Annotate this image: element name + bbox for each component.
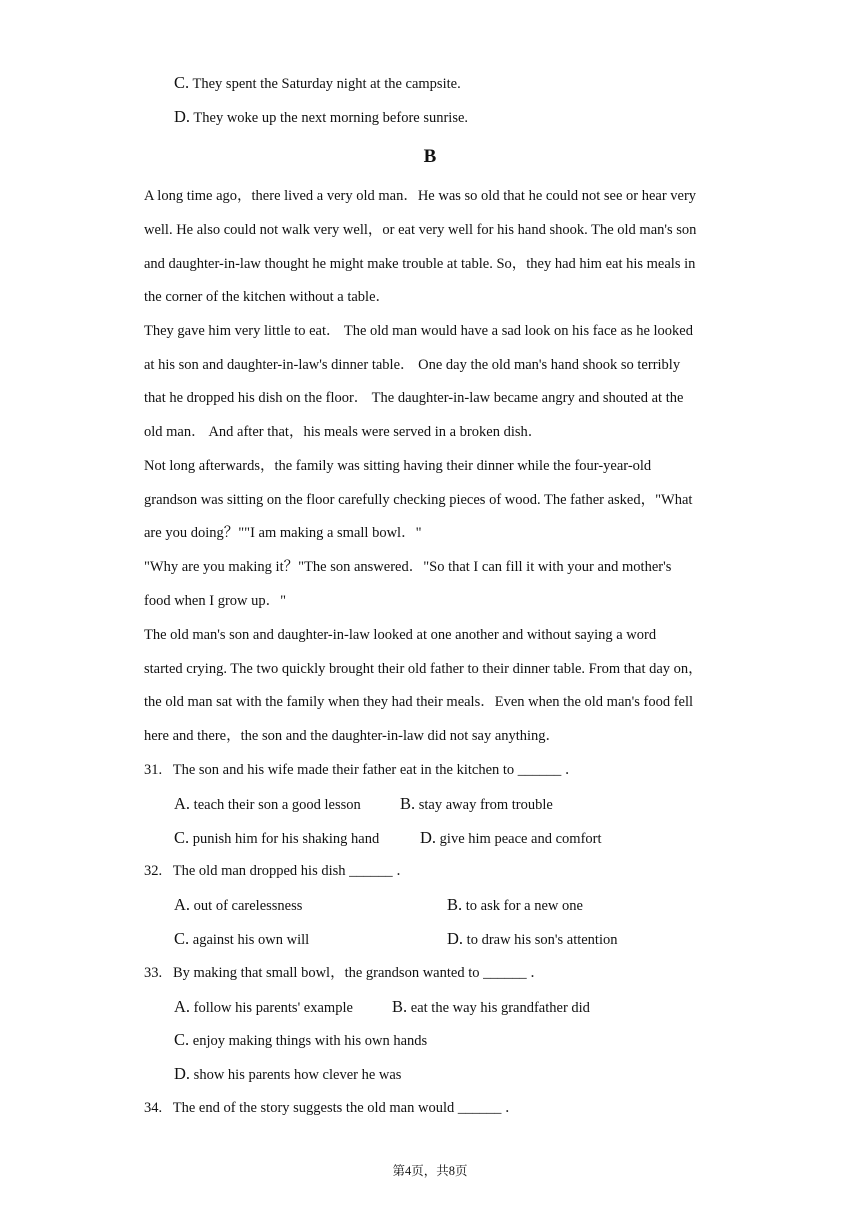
passage-line: are you doing？""I am making a small bowl．" <box>144 525 422 541</box>
option-text: punish him for his shaking hand <box>192 831 380 847</box>
question-number: 34. <box>144 1100 163 1116</box>
q33-option-a <box>174 998 353 1017</box>
option-label: A. <box>174 895 191 914</box>
question-text: By making that small bowl，the grandson wanted to ______ ． <box>173 965 545 981</box>
passage-line: and daughter-in-law thought he might make trouble at table. So，they had him eat his meals in <box>144 256 696 272</box>
passage-line: Not long afterwards，the family was sitting having their dinner while the four-year-old <box>144 458 652 474</box>
option-text: follow his parents' example <box>193 1000 353 1016</box>
section-title: B <box>423 146 437 167</box>
passage-line: here and there，the son and the daughter-in-law did not say anything． <box>144 728 561 744</box>
option-text: enjoy making things with his own hands <box>192 1033 428 1049</box>
q31-option-d <box>420 829 602 848</box>
passage-line: that he dropped his dish on the floor． The daughter-in-law became angry and shouted at the <box>144 390 684 406</box>
passage-line: the old man sat with the family when they had their meals．Even when the old man's food fell <box>144 694 694 710</box>
option-text: show his parents how clever he was <box>193 1067 402 1083</box>
option-label: D. <box>174 1064 191 1083</box>
option-label: A. <box>174 997 191 1016</box>
option-text: out of carelessness <box>193 898 303 914</box>
option-label: B. <box>447 895 463 914</box>
option-text: teach their son a good lesson <box>193 797 361 813</box>
option-text: to draw his son's attention <box>466 932 618 948</box>
question-text: The end of the story suggests the old man would ______ ． <box>172 1100 520 1116</box>
option-label: B. <box>392 997 408 1016</box>
option-label: A. <box>174 794 191 813</box>
option-label: C. <box>174 1030 190 1049</box>
option-label: D. <box>420 828 437 847</box>
q33-option-d <box>174 1065 401 1084</box>
option-label: C. <box>174 73 190 92</box>
q33-option-c <box>174 1031 427 1050</box>
passage-line: well. He also could not walk very well，or eat very well for his hand shook. The old man's son <box>144 222 697 238</box>
passage-line: old man． And after that，his meals were served in a broken dish． <box>144 424 543 440</box>
passage-line: at his son and daughter-in-law's dinner table． One day the old man's hand shook so terribly <box>144 357 681 373</box>
option-text: eat the way his grandfather did <box>410 1000 590 1016</box>
option-label: D. <box>447 929 464 948</box>
option-text: to ask for a new one <box>465 898 583 914</box>
question-number: 32. <box>144 863 163 879</box>
passage-line: the corner of the kitchen without a table． <box>144 289 391 305</box>
q32-option-b <box>447 896 583 915</box>
question-text: The son and his wife made their father eat in the kitchen to ______ ． <box>172 762 580 778</box>
question-text: The old man dropped his dish ______ ． <box>172 863 411 879</box>
option-c <box>174 74 461 93</box>
option-text: stay away from trouble <box>418 797 553 813</box>
question-number: 31. <box>144 762 163 778</box>
passage-line: The old man's son and daughter-in-law looked at one another and without saying a word <box>144 627 657 643</box>
q31-option-b <box>400 795 553 814</box>
q32-option-a <box>174 896 302 915</box>
q31-option-a <box>174 795 361 814</box>
option-d <box>174 108 468 127</box>
passage-line: started crying. The two quickly brought their old father to their dinner table. From that day on， <box>144 661 703 677</box>
option-text: give him peace and comfort <box>439 831 602 847</box>
option-text: They spent the Saturday night at the campsite. <box>192 76 461 92</box>
question-33-stem <box>144 964 545 982</box>
passage-line: "Why are you making it？"The son answered．"So that I can fill it with your and mother's <box>144 559 672 575</box>
option-label: C. <box>174 828 190 847</box>
passage-line: They gave him very little to eat． The old man would have a sad look on his face as he looked <box>144 323 693 339</box>
q33-option-b <box>392 998 590 1017</box>
question-32-stem <box>144 862 411 880</box>
question-34-stem <box>144 1099 520 1117</box>
q32-option-d <box>447 930 618 949</box>
passage-line: A long time ago，there lived a very old man．He was so old that he could not see or hear very <box>144 188 697 204</box>
passage-line: grandson was sitting on the floor carefully checking pieces of wood. The father asked，"What <box>144 492 693 508</box>
passage-line: food when I grow up．" <box>144 593 287 609</box>
option-label: B. <box>400 794 416 813</box>
option-text: They woke up the next morning before sunrise. <box>193 110 469 126</box>
q32-option-c <box>174 930 309 949</box>
option-text: against his own will <box>192 932 310 948</box>
question-number: 33. <box>144 965 163 981</box>
question-31-stem <box>144 761 579 779</box>
page-footer: 第4页，共8页 <box>392 1164 468 1178</box>
q31-option-c <box>174 829 379 848</box>
option-label: C. <box>174 929 190 948</box>
option-label: D. <box>174 107 191 126</box>
